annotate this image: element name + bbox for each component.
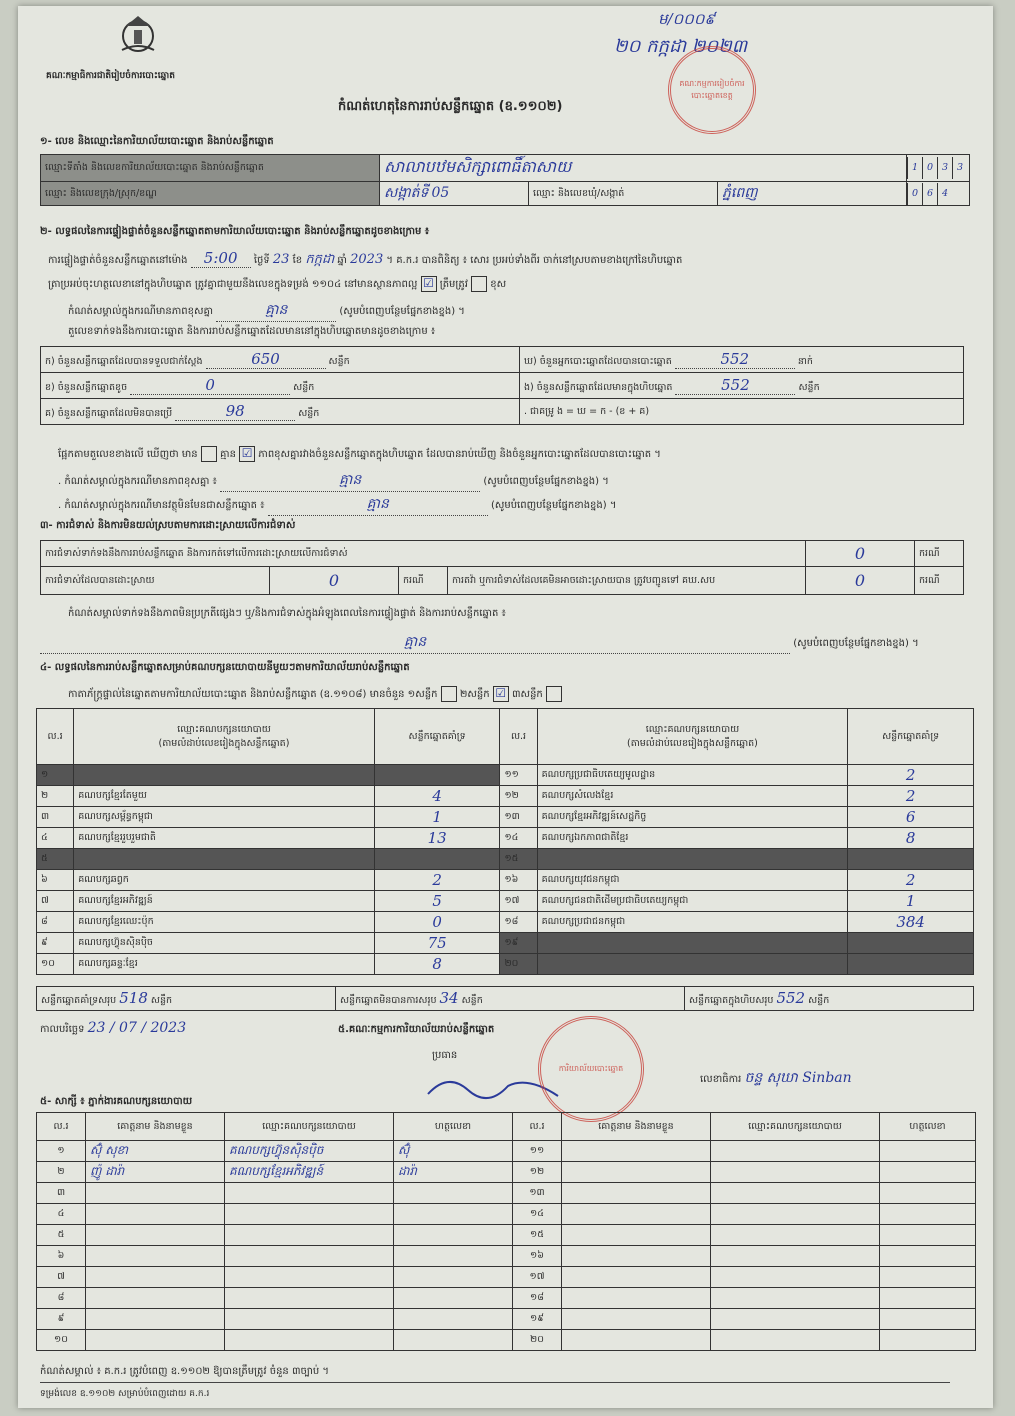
party-no: ១៩ xyxy=(504,937,519,948)
witness-name: ញ៉ូ ដារ៉ា xyxy=(90,1164,125,1178)
note1-line: . កំណត់សម្គាល់ក្នុងករណីមានភាពខុសគ្នា ៖ គ្មាន (សូមបំពេញបន្ថែមផ្នែកខាងខ្នង) ។ xyxy=(58,470,609,492)
section1-heading: ១- លេខ និងឈ្មោះនៃការិយាល័យបោះឆ្នោត និងរាប់សន្លឹកឆ្នោត xyxy=(40,136,274,147)
witness-name: ស៊ុំ សុខា xyxy=(90,1143,129,1157)
party-row xyxy=(37,828,974,849)
witness-row xyxy=(37,1225,976,1246)
seal-check-line: ត្រាប្រអប់ចុះហត្ថលេខានៅក្នុងហិបឆ្នោត ត្រូវគ្នាជាមួយនឹងលេខក្នុងទម្រង់ ១១០៤ នៅមានស្ថានភាពល្អ ☑ ត្រឹមត្រូវ ខុស xyxy=(48,276,507,290)
seal-ok-checkbox[interactable]: ☑ xyxy=(421,276,437,292)
witness-row xyxy=(37,1162,976,1183)
document-page xyxy=(18,6,993,1408)
section3-note-line: គ្មាន (សូមបំពេញបន្ថែមផ្នែកខាងខ្នង) ។ xyxy=(40,632,970,654)
party-no: ៣ xyxy=(41,811,50,822)
party-votes: 384 xyxy=(896,913,925,931)
witness-no: ៧ xyxy=(57,1271,65,1282)
district-label: ឈ្មោះ និងលេខក្រុង/ស្រុក/ខណ្ឌ xyxy=(45,187,157,199)
unresolved-value: 0 xyxy=(854,571,866,590)
secretary-line: លេខាធិការ ចន្ទ សុឃា Sinban xyxy=(700,1070,852,1086)
party-no: ៥ xyxy=(41,853,48,864)
witness-no: ១៥ xyxy=(530,1229,544,1240)
discrepancy-note-value: គ្មាន xyxy=(216,300,336,322)
party-votes: 75 xyxy=(427,934,447,952)
month-value: កក្កដា xyxy=(305,252,335,267)
witness-no: ១៣ xyxy=(529,1187,545,1198)
totals-table: សន្លឹកឆ្នោតគាំទ្រសរុប 518 សន្លឹក សន្លឹកឆ្នោតមិនបានការសរុប 34 សន្លឹក សន្លឹកឆ្នោតក្នុងហិបសរុប 552 សន្លឹក xyxy=(36,986,974,1011)
witness-row xyxy=(37,1288,976,1309)
note2-line: . កំណត់សម្គាល់ក្នុងករណីមានវត្ថុមិនមែនជាសន្លឹកឆ្នោត ៖ គ្មាន (សូមបំពេញបន្ថែមផ្នែកខាងខ្នង) ។ xyxy=(58,494,616,516)
party-name: គណបក្សហ៊្វុនស៊ិនប៉ិច xyxy=(78,937,153,948)
party-row xyxy=(37,870,974,891)
party-no: ១៣ xyxy=(504,811,520,822)
party-no: ១១ xyxy=(504,769,519,780)
party-no: ៧ xyxy=(41,895,49,906)
location-value: សាលាបឋមសិក្សាពោធិ៍តាសាយ xyxy=(384,157,572,176)
party-votes: 4 xyxy=(432,787,442,805)
party-votes: 1 xyxy=(905,892,916,910)
handwritten-number: ម/០០០៩ xyxy=(658,10,716,28)
party-name: គណបក្សខ្មែរអភិវឌ្ឍន៍សេដ្ឋកិច្ច xyxy=(541,811,647,822)
party-name: គណបក្សខ្មែររួបរួមជាតិ xyxy=(78,832,156,843)
difference-check-line: ផ្អែកតាមតួលេខខាងលើ ឃើញថា មាន គ្មាន ☑ ភាពខុសគ្នារវាងចំនួនសន្លឹកឆ្នោតក្នុងហិបឆ្នោត ដែលបានរាប់ឃើញ និងចំនួនអ្នកបោះឆ្នោតដែលបានបោះឆ្នោត ។ xyxy=(58,446,661,460)
handwritten-date: ២០ កក្កដា ២០២៣ xyxy=(614,36,748,57)
complaints-value: 0 xyxy=(854,544,866,563)
party-no: ៨ xyxy=(41,916,48,927)
verification-line: ការផ្ទៀងផ្ទាត់ចំនួនសន្លឹកឆ្នោតនៅម៉ោង 5:00 ថ្ងៃទី 23 ខែ កក្កដា ឆ្នាំ 2023 ។ គ.ក.រ បានពិនិត្យ ៖ សោរ ប្រអប់ទាំងពីរ ចាក់នៅស្របតាមខាងក្រៅនៃហិបឆ្នោត xyxy=(48,249,683,267)
witness-sign: ស៊ុំ xyxy=(398,1143,410,1157)
witness-table: ល.រ គោត្តនាម និងនាមខ្លួន ឈ្មោះគណបក្សនយោបាយ ហត្ថលេខា ល.រ គោត្តនាម និងនាមខ្លួន ឈ្មោះគណបក្សនយោបាយ ហត្ថលេខា ១ ស៊ុំ សុខា គណបក្សហ៊្វុនស៊ិនប៉ិច ស៊ុំ ១១ ២ ញ៉ូ ដារ៉ា គណបក្សខ្មែរអភិវឌ្ឍន៍ ដារ៉ា ១២ ៣ ១៣ ៤ ១៤ ៥ ១៥ ៦ ១៦ ៧ ១៧ ៨ ១៨ ៩ ១៩ ១០ ២០ xyxy=(36,1112,976,1351)
section5-heading: ៥- សាក្សី ៖ ភ្នាក់ងារគណបក្សនយោបាយ xyxy=(40,1096,193,1107)
spoiled-value: 0 xyxy=(130,376,290,395)
party-votes: 6 xyxy=(905,808,916,826)
party-row xyxy=(37,765,974,786)
party-no: ១៥ xyxy=(504,853,519,864)
witness-row xyxy=(37,1183,976,1204)
party-votes: 2 xyxy=(905,871,916,889)
witness-no: ១២ xyxy=(529,1166,545,1177)
in-box-value: 552 xyxy=(675,376,795,395)
party-no: ៤ xyxy=(41,832,48,843)
party-votes: 0 xyxy=(432,913,442,931)
witness-row xyxy=(37,1141,976,1162)
official-stamp-top: គណៈកម្មការរៀបចំការបោះឆ្នោតខេត្ត xyxy=(668,46,756,134)
witness-no: ១១ xyxy=(529,1145,545,1156)
party-row xyxy=(37,933,974,954)
party-name: គណបក្សសម្ព័ន្ធកម្ពុជា xyxy=(78,811,153,822)
year-value: 2023 xyxy=(350,252,384,267)
party-row xyxy=(37,954,974,975)
party-name: គណបក្សឯកភាពជាតិខ្មែរ xyxy=(541,832,629,843)
party-no: ៦ xyxy=(41,874,48,885)
witness-party: គណបក្សហ៊្វុនស៊ិនប៉ិច xyxy=(229,1143,324,1157)
sheets-line: កាតាភ័ក្ត្រផ្ទាល់នៃឆ្នោតតាមការិយាល័យបោះឆ្នោត និងរាប់សន្លឹកឆ្នោត (ឧ.១១០៨) មានចំនួន ១សន្លឹក ២សន្លឹក ☑ ៣សន្លឹក xyxy=(68,686,562,702)
section3-heading: ៣- ការជំទាស់ និងការមិនយល់ស្របតាមការដោះស្រាយលើការជំទាស់ xyxy=(40,520,296,531)
total-valid-value: 518 xyxy=(119,989,148,1007)
note1-value: គ្មាន xyxy=(220,470,480,492)
committee-name: គណៈកម្មាធិការជាតិរៀបចំការបោះឆ្នោត xyxy=(46,71,175,81)
section2-heading: ២- លទ្ធផលនៃការផ្ទៀងផ្ទាត់ចំនួនសន្លឹកឆ្នោតតាមការិយាល័យបោះឆ្នោត និងរាប់សន្លឹកឆ្នោតដូចខាងក្រោម ៖ xyxy=(40,226,430,237)
witness-party: គណបក្សខ្មែរអភិវឌ្ឍន៍ xyxy=(229,1164,324,1178)
witness-no: ២០ xyxy=(530,1334,544,1345)
footer-small: ទម្រង់លេខ ឧ.១១០២ សម្រាប់បំពេញដោយ គ.ក.រ xyxy=(40,1389,210,1399)
party-votes: 1 xyxy=(432,808,442,826)
party-name: គណបក្សខ្មែរអភិវឌ្ឍន៍ xyxy=(78,895,153,906)
party-name: គណបក្សខ្មែរឈេះប៉ុក xyxy=(78,916,154,927)
witness-row xyxy=(37,1330,976,1351)
location-table: ឈ្មោះទីតាំង និងលេខការិយាល័យបោះឆ្នោត និងរាប់សន្លឹកឆ្នោត សាលាបឋមសិក្សាពោធិ៍តាសាយ 1 0 3 3 ឈ្មោះ និងលេខក្រុង/ស្រុក/ខណ្ឌ សង្កាត់ទី 05 ឈ្មោះ និងលេខឃុំ/សង្កាត់ ភ្នំពេញ 0 6 4 xyxy=(40,154,970,206)
party-no: ១២ xyxy=(504,790,519,801)
note2-value: គ្មាន xyxy=(268,494,488,516)
party-votes: 2 xyxy=(905,766,916,784)
party-name: គណបក្សឆន្ទៈខ្មែរ xyxy=(78,958,138,969)
seal-wrong-checkbox[interactable] xyxy=(471,276,487,292)
witness-no: ១ xyxy=(57,1145,65,1156)
secretary-signature: ចន្ទ សុឃា Sinban xyxy=(744,1070,852,1086)
difference-yes-checkbox[interactable] xyxy=(201,446,217,462)
witness-no: ១៧ xyxy=(529,1271,545,1282)
party-row xyxy=(37,891,974,912)
party-no: ១៦ xyxy=(504,874,519,885)
official-stamp-middle: ការិយាល័យបោះឆ្នោត xyxy=(538,1016,644,1122)
location-label: ឈ្មោះទីតាំង និងលេខការិយាល័យបោះឆ្នោត និងរាប់សន្លឹកឆ្នោត xyxy=(45,162,264,173)
party-name: គណបក្សប្រជាធិបតេយ្យមូលដ្ឋាន xyxy=(541,769,656,780)
complaints-table: ការជំទាស់ទាក់ទងនឹងការរាប់សន្លឹកឆ្នោត និងការកត់ទៅលើការដោះស្រាយលើការជំទាស់ 0 ករណី ការជំទាស់ដែលបានដោះស្រាយ 0 ករណី ការតវ៉ា ឬការជំទាស់ដែលគេមិនអាចដោះស្រាយបាន ត្រូវបញ្ជូនទៅ គឃ.សប 0 ករណី xyxy=(40,540,964,595)
total-invalid-value: 34 xyxy=(439,989,459,1007)
chair-label: ប្រធាន xyxy=(432,1050,458,1061)
party-no: ១០ xyxy=(41,958,55,969)
district-code: 05 xyxy=(431,185,450,201)
received-value: 650 xyxy=(206,350,326,369)
party-name: គណបក្សជនជាតិដើមប្រជាធិបតេយ្យកម្ពុជា xyxy=(541,895,689,906)
party-votes: 8 xyxy=(432,955,442,973)
witness-row xyxy=(37,1267,976,1288)
party-votes: 8 xyxy=(905,829,916,847)
district-value: សង្កាត់ទី xyxy=(384,185,429,201)
party-row xyxy=(37,786,974,807)
witness-row xyxy=(37,1309,976,1330)
unused-value: 98 xyxy=(175,402,295,421)
witness-row xyxy=(37,1246,976,1267)
party-no: ២០ xyxy=(504,958,519,969)
discrepancy-note-line: កំណត់សម្គាល់ក្នុងករណីមានភាពខុសគ្នា គ្មាន (សូមបំពេញបន្ថែមផ្នែកខាងខ្នង) ។ xyxy=(68,300,465,322)
witness-no: ១៨ xyxy=(530,1292,544,1303)
total-box-value: 552 xyxy=(776,989,806,1007)
formula: . ជាគម្រូ ង = ឃ = ក - (ខ + គ) xyxy=(524,405,650,417)
party-no: ១៤ xyxy=(504,832,519,843)
witness-no: ៨ xyxy=(57,1292,65,1303)
party-votes: 2 xyxy=(432,871,442,889)
committee-label: ៥.គណៈកម្មការការិយាល័យរាប់សន្លឹកឆ្នោត xyxy=(338,1024,495,1035)
royal-arms-icon xyxy=(116,12,160,56)
party-no: ៩ xyxy=(41,937,48,948)
witness-no: ៩ xyxy=(57,1313,65,1324)
witness-no: ១៤ xyxy=(530,1208,544,1219)
form-title: កំណត់ហេតុនៃការរាប់សន្លឹកឆ្នោត (ឧ.១១០២) xyxy=(338,99,563,114)
witness-no: ២ xyxy=(57,1166,65,1177)
difference-no-checkbox[interactable]: ☑ xyxy=(239,446,255,462)
witness-no: ១០ xyxy=(54,1334,68,1345)
witness-no: ១៦ xyxy=(530,1250,544,1261)
section3-note-value: គ្មាន xyxy=(40,632,790,654)
party-no: ២ xyxy=(41,790,49,801)
commune-value: ភ្នំពេញ xyxy=(722,185,758,201)
day-value: 23 xyxy=(272,252,290,267)
section3-note-label: កំណត់សម្គាល់ទាក់ទងនឹងភាពមិនប្រក្រតីផ្សេងៗ ឬ/និងការជំទាស់ក្នុងអំឡុងពេលនៃការផ្ទៀងផ្ទាត់ និងការរាប់សន្លឹកឆ្នោត ៖ xyxy=(68,608,506,619)
footer-note: កំណត់សម្គាល់ ៖ គ.ក.រ ត្រូវបំពេញ ឧ.១១០២ ឱ្យបានត្រឹមត្រូវ ចំនួន ៣ច្បាប់ ។ xyxy=(40,1366,329,1377)
party-no: ១៧ xyxy=(504,895,520,906)
party-no: ១៨ xyxy=(504,916,519,927)
party-name: គណបក្សប្រជាជនកម្ពុជា xyxy=(541,916,626,927)
commune-label: ឈ្មោះ និងលេខឃុំ/សង្កាត់ xyxy=(533,187,625,199)
party-name: គណបក្សឆព្វក xyxy=(78,874,129,885)
date-value: 23 / 07 / 2023 xyxy=(87,1020,187,1036)
figures-intro: តួលេខទាក់ទងនឹងការបោះឆ្នោត និងការរាប់សន្លឹកឆ្នោតដែលមាននៅក្នុងហិបឆ្នោតមានដូចខាងក្រោម ៖ xyxy=(68,326,436,337)
party-no: ១ xyxy=(41,769,49,780)
date-line: កាលបរិច្ឆេទ 23 / 07 / 2023 xyxy=(40,1020,187,1036)
party-row xyxy=(37,849,974,870)
section4-heading: ៤- លទ្ធផលនៃការរាប់សន្លឹកឆ្នោតសម្រាប់គណបក្សនយោបាយនីមួយៗតាមការិយាល័យរាប់សន្លឹកឆ្នោត xyxy=(40,662,410,673)
three-sheet-checkbox[interactable] xyxy=(546,686,562,702)
party-votes: 2 xyxy=(905,787,916,805)
resolved-value: 0 xyxy=(328,571,340,590)
one-sheet-checkbox[interactable] xyxy=(441,686,457,702)
two-sheet-checkbox[interactable]: ☑ xyxy=(493,686,509,702)
witness-no: ៣ xyxy=(56,1187,66,1198)
witness-no: ៦ xyxy=(57,1250,65,1261)
witness-sign: ដារ៉ា xyxy=(398,1164,418,1178)
witness-row xyxy=(37,1204,976,1225)
footer-divider xyxy=(40,1382,950,1383)
party-name: គណបក្សយុវជនកម្ពុជា xyxy=(541,874,620,885)
party-row xyxy=(37,807,974,828)
witness-no: ៤ xyxy=(57,1208,65,1219)
party-votes: 13 xyxy=(427,829,447,847)
party-name: គណបក្សសំលេងខ្មែរ xyxy=(541,790,614,801)
party-row xyxy=(37,912,974,933)
time-value: 5:00 xyxy=(191,249,251,268)
ballot-figures-table: ក) ចំនួនសន្លឹកឆ្នោតដែលបានទទួលជាក់ស្តែង 650 សន្លឹក ឃ) ចំនួនអ្នកបោះឆ្នោតដែលបានបោះឆ្នោត 552 នាក់ ខ) ចំនួនសន្លឹកឆ្នោតខូច 0 សន្លឹក ង) ចំនួនសន្លឹកឆ្នោតដែលមានក្នុងហិបឆ្នោត 552 សន្លឹក គ) ចំនួនសន្លឹកឆ្នោតដែលមិនបានប្រើ 98 សន្លឹក . ជាគម្រូ ង = ឃ = ក - (ខ + គ) xyxy=(40,346,964,425)
voters-value: 552 xyxy=(675,350,795,369)
witness-no: ១៩ xyxy=(530,1313,544,1324)
party-results-table: ល.រ ឈ្មោះគណបក្សនយោបាយ (តាមលំដាប់លេខរៀងក្នុងសន្លឹកឆ្នោត) សន្លឹកឆ្នោតគាំទ្រ ល.រ ឈ្មោះគណបក្សនយោបាយ (តាមលំដាប់លេខរៀងក្នុងសន្លឹកឆ្នោត) សន្លឹកឆ្នោតគាំទ្រ ១ ១១ គណបក្សប្រជាធិបតេយ្យមូលដ្ឋាន 2 ២ គណបក្សខ្មែរតែមួយ 4 ១២ គណបក្សសំលេងខ្មែរ 2 ៣ គណបក្សសម្ព័ន្ធកម្ពុជា 1 ១៣ គណបក្សខ្មែរអភិវឌ្ឍន៍សេដ្ឋកិច្ច 6 ៤ គណបក្សខ្មែររួបរួមជាតិ 13 ១៤ គណបក្សឯកភាពជាតិខ្មែរ 8 ៥ ១៥ ៦ គណបក្សឆព្វក 2 ១៦ គណបក្សយុវជនកម្ពុជា 2 ៧ គណបក្សខ្មែរអភិវឌ្ឍន៍ 5 ១៧ គណបក្សជនជាតិដើមប្រជាធិបតេយ្យកម្ពុជា 1 ៨ គណបក្សខ្មែរឈេះប៉ុក 0 ១៨ គណបក្សប្រជាជនកម្ពុជា 384 ៩ គណបក្សហ៊្វុនស៊ិនប៉ិច 75 ១៩ ១០ គណបក្សឆន្ទៈខ្មែរ 8 ២០ xyxy=(36,708,974,975)
witness-no: ៥ xyxy=(57,1229,65,1240)
party-name: គណបក្សខ្មែរតែមួយ xyxy=(78,790,147,801)
party-votes: 5 xyxy=(432,892,442,910)
